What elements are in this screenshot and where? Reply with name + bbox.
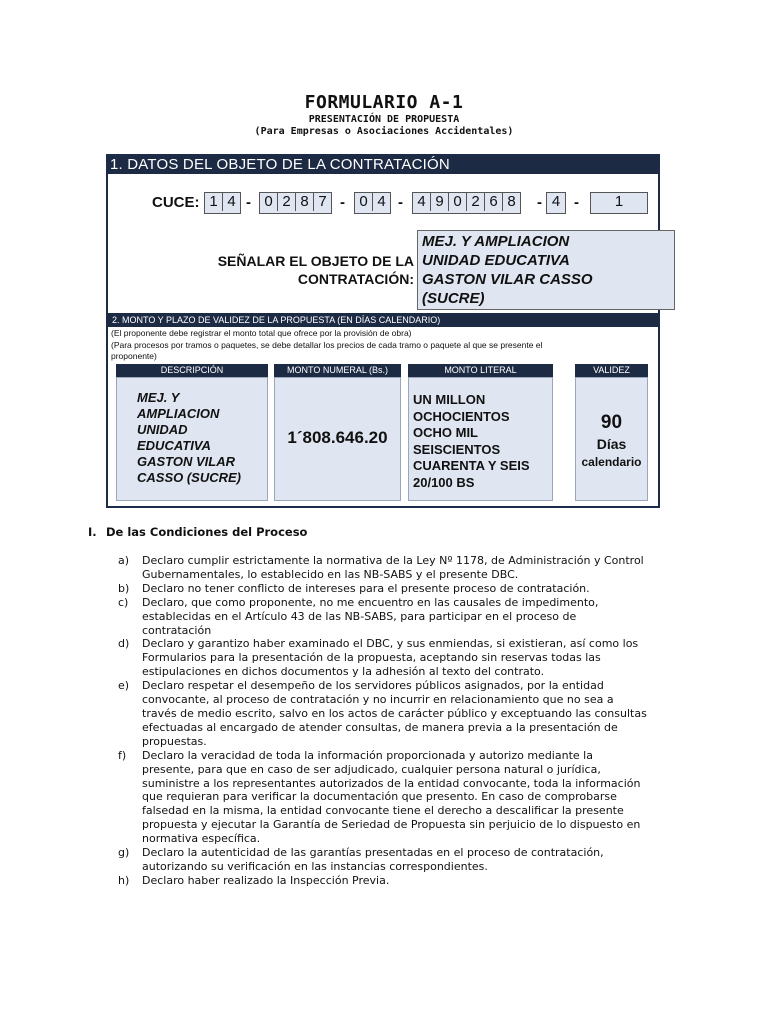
cuce-digit: 4 xyxy=(227,193,236,210)
condition-line: efectuadas al encargado de atender consultas, de manera previa a la presentación de xyxy=(142,720,618,734)
condition-line: Declaro y garantizo haber examinado el DBC, y sus enmiendas, si existieran, así como los xyxy=(142,637,639,651)
condition-item xyxy=(118,749,662,846)
condition-line: contratación xyxy=(142,623,212,637)
validez-field[interactable] xyxy=(575,377,648,501)
section1-header: 1. DATOS DEL OBJETO DE LA CONTRATACIÓN xyxy=(108,156,658,174)
col-header-monto-numeral: MONTO NUMERAL (Bs.) xyxy=(274,364,401,377)
condition-marker: g) xyxy=(118,846,130,860)
monto-literal-text xyxy=(413,392,530,491)
section2-note: proponente) xyxy=(111,351,157,361)
condition-line: suministre a los representantes autorizados de la entidad convocante, toda la información xyxy=(142,776,641,790)
objeto-line: GASTON VILAR CASSO xyxy=(422,271,593,288)
condition-item xyxy=(118,637,662,679)
cuce-field-5[interactable] xyxy=(546,192,566,214)
cuce-field-4[interactable] xyxy=(412,192,521,214)
condition-line: Declaro la autenticidad de las garantías presentadas en el proceso de contratación, xyxy=(142,846,604,860)
cuce-digit: 0 xyxy=(355,193,373,211)
conditions-list xyxy=(118,554,662,888)
cuce-digit: 2 xyxy=(278,193,296,211)
monto-literal-line: OCHO MIL xyxy=(413,425,478,440)
condition-marker: d) xyxy=(118,637,130,651)
form-title: FORMULARIO A-1 xyxy=(304,92,464,113)
objeto-line: (SUCRE) xyxy=(422,290,485,307)
condition-item xyxy=(118,874,662,888)
condition-line: establecidas en el Artículo 43 de las NB-SABS, para participar en el proceso de xyxy=(142,609,577,623)
monto-numeral-field[interactable] xyxy=(274,377,401,501)
condition-marker: e) xyxy=(118,679,130,693)
descripcion-line: AMPLIACION xyxy=(137,406,220,421)
cuce-field-2[interactable] xyxy=(259,192,332,214)
cuce-field-6[interactable] xyxy=(590,192,648,214)
condition-line: Gubernamentales, lo establecido en las NB-SABS y el presente DBC. xyxy=(142,567,519,581)
conditions-number: I. xyxy=(88,525,97,539)
cuce-digit: 2 xyxy=(467,193,485,211)
condition-line: presente, para que en caso de ser adjudicado, cualquier persona natural o jurídica, xyxy=(142,762,601,776)
validez-calendario: calendario xyxy=(581,455,642,469)
cuce-field-1[interactable] xyxy=(204,192,241,214)
cuce-label: CUCE: xyxy=(152,194,200,211)
condition-line: Declaro, que como proponente, no me encuentro en las causales de impedimento, xyxy=(142,595,599,609)
condition-line: que requieran para verificar la documentación que presento. En caso de comprobarse xyxy=(142,790,617,804)
form-frame xyxy=(106,154,660,508)
condition-marker: c) xyxy=(118,595,129,609)
condition-line: estipulaciones en dichos documentos y la adhesión al texto del contrato. xyxy=(142,665,545,679)
cuce-field-3[interactable] xyxy=(354,192,391,214)
descripcion-text xyxy=(137,390,241,486)
conditions-title: De las Condiciones del Proceso xyxy=(106,525,308,539)
condition-text xyxy=(142,874,662,888)
section2-header: 2. MONTO Y PLAZO DE VALIDEZ DE LA PROPUESTA (EN DÍAS CALENDARIO) xyxy=(108,313,658,327)
monto-literal-field[interactable] xyxy=(408,377,553,501)
section2-note: (Para procesos por tramos o paquetes, se debe detallar los precios de cada tramo o paquete al que se presente el xyxy=(111,340,543,350)
condition-line: propuesta y ejecutar la Garantía de Seriedad de Propuesta sin perjuicio de lo dispuesto en xyxy=(142,818,641,832)
monto-literal-line: 20/100 BS xyxy=(413,474,475,490)
monto-literal-line: OCHOCIENTOS xyxy=(413,408,510,424)
conditions-heading xyxy=(88,525,307,539)
condition-item xyxy=(118,554,662,582)
condition-text xyxy=(142,596,662,638)
cuce-digit: 4 xyxy=(413,193,431,211)
descripcion-field[interactable] xyxy=(116,377,268,501)
condition-line: normativa específica. xyxy=(142,832,261,846)
cuce-digit: 4 xyxy=(377,193,386,210)
descripcion-line: MEJ. Y xyxy=(137,390,180,405)
cuce-digit: 8 xyxy=(296,193,314,211)
condition-marker: f) xyxy=(118,748,127,762)
condition-line: Declaro la veracidad de toda la información proporcionada y autorizo mediante la xyxy=(142,748,593,762)
form-subtitle-note: (Para Empresas o Asociaciones Accidentales) xyxy=(254,126,514,137)
validez-number: 90 xyxy=(600,412,623,433)
monto-literal-line: CUARENTA Y SEIS xyxy=(413,458,530,473)
objeto-line: MEJ. Y AMPLIACION xyxy=(422,233,570,250)
condition-line: través de medio escrito, salvo en los actos de carácter público y exceptuando las consultas xyxy=(142,706,647,720)
objeto-label xyxy=(188,252,414,288)
condition-marker: h) xyxy=(118,873,130,887)
cuce-digit: 1 xyxy=(205,193,223,211)
condition-text xyxy=(142,554,662,582)
descripcion-line: EDUCATIVA xyxy=(137,438,211,453)
cuce-separator: - xyxy=(246,194,251,211)
cuce-digit: 0 xyxy=(260,193,278,211)
section2-note: (El proponente debe registrar el monto total que ofrece por la provisión de obra) xyxy=(111,328,412,338)
cuce-separator: - xyxy=(398,194,403,211)
descripcion-line: UNIDAD xyxy=(137,422,188,437)
cuce-digit: 9 xyxy=(431,193,449,211)
col-header-validez: VALIDEZ xyxy=(575,364,648,377)
monto-literal-line: UN MILLON xyxy=(413,392,486,407)
condition-text xyxy=(142,846,662,874)
condition-line: falsedad en la misma, la entidad convocante tiene el derecho a descalificar la presente xyxy=(142,804,624,818)
descripcion-line: CASSO (SUCRE) xyxy=(137,470,242,485)
condition-text xyxy=(142,637,662,679)
condition-line: autorizando su verificación en las instancias correspondientes. xyxy=(142,859,488,873)
condition-item xyxy=(118,679,662,749)
condition-item xyxy=(118,582,662,596)
cuce-separator: - xyxy=(537,194,542,211)
cuce-digit: 1 xyxy=(614,193,624,210)
condition-item xyxy=(118,846,662,874)
objeto-field[interactable] xyxy=(417,230,675,310)
cuce-separator: - xyxy=(574,194,579,211)
cuce-digit: 4 xyxy=(551,193,561,210)
monto-literal-line: SEISCIENTOS xyxy=(413,441,501,457)
condition-marker: a) xyxy=(118,554,130,567)
condition-line: Declaro cumplir estrictamente la normativa de la Ley Nº 1178, de Administración y Control xyxy=(142,554,644,567)
objeto-label-line: CONTRATACIÓN: xyxy=(297,271,414,287)
condition-line: propuestas. xyxy=(142,734,207,748)
condition-marker: b) xyxy=(118,581,130,595)
col-header-monto-literal: MONTO LITERAL xyxy=(408,364,553,377)
cuce-digit: 6 xyxy=(485,193,503,211)
condition-item xyxy=(118,596,662,638)
condition-line: Declaro no tener conflicto de intereses para el presente proceso de contratación. xyxy=(142,581,590,595)
condition-line: Formularios para la presentación de la propuesta, aceptando sin reservas todas las xyxy=(142,651,601,665)
condition-line: convocante, al proceso de contratación y no incurrir en relacionamiento que no sea a xyxy=(142,693,614,707)
cuce-digit: 0 xyxy=(449,193,467,211)
validez-dias: Días xyxy=(596,436,627,452)
condition-text xyxy=(142,582,662,596)
objeto-label-line: SEÑALAR EL OBJETO DE LA xyxy=(217,253,414,269)
monto-numeral-value: 1´808.646.20 xyxy=(287,428,388,447)
condition-text xyxy=(142,749,662,846)
descripcion-line: GASTON VILAR xyxy=(137,454,235,469)
col-header-descripcion: DESCRIPCIÓN xyxy=(116,364,268,377)
cuce-digit: 8 xyxy=(507,193,516,210)
form-subtitle: PRESENTACIÓN DE PROPUESTA xyxy=(308,114,460,125)
cuce-separator: - xyxy=(340,194,345,211)
condition-line: Declaro respetar el desempeño de los servidores públicos asignados, por la entidad xyxy=(142,679,604,693)
cuce-digit: 7 xyxy=(318,193,327,210)
condition-text xyxy=(142,679,662,749)
condition-line: Declaro haber realizado la Inspección Previa. xyxy=(142,873,390,887)
objeto-line: UNIDAD EDUCATIVA xyxy=(422,252,570,269)
